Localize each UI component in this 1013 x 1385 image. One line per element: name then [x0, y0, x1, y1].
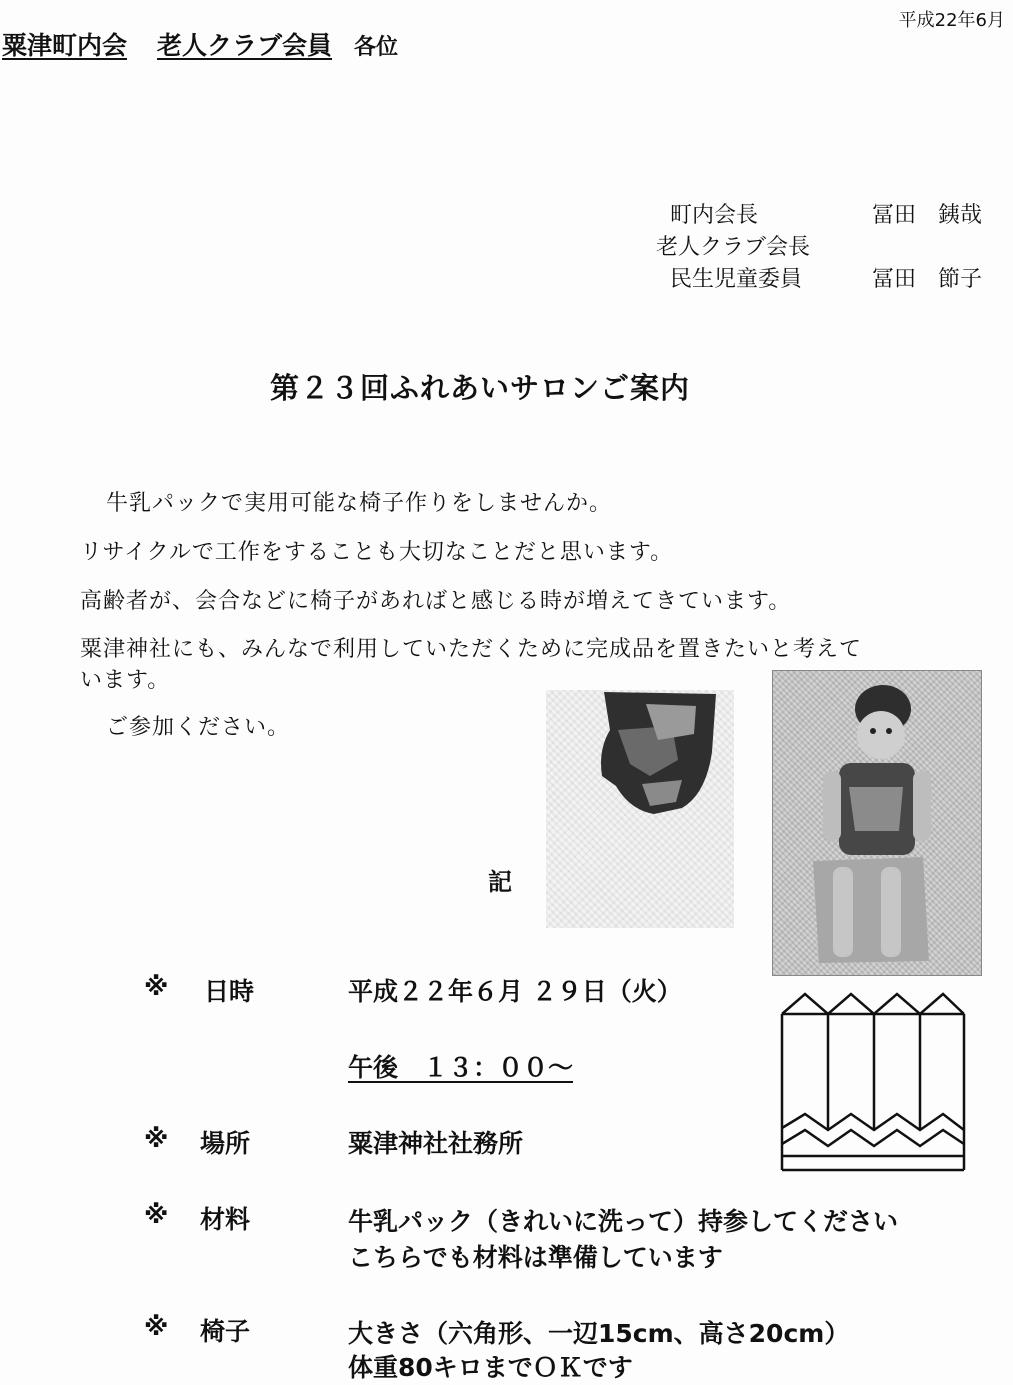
- detail-value-materials-1: 牛乳パック（きれいに洗って）持参してください: [348, 1207, 899, 1236]
- photo-child-on-chair: [772, 670, 982, 976]
- body-line-4: 粟津神社にも、みんなで利用していただくために完成品を置きたいと考えて: [80, 637, 863, 662]
- detail-value-place: 粟津神社社務所: [348, 1129, 524, 1158]
- body-line-3: 高齢者が、会合などに椅子があればと感じる時が増えてきています。: [80, 589, 792, 614]
- recipients: [2, 26, 398, 62]
- detail-mark-datetime: ※: [144, 972, 169, 1001]
- body-line-2: リサイクルで工作をすることも大切なことだと思います。: [80, 540, 674, 565]
- chair-diagram: [776, 990, 968, 1174]
- body-line-1: 牛乳パックで実用可能な椅子作りをしませんか。: [106, 491, 613, 516]
- sender-role-3: 民生児童委員: [670, 267, 803, 292]
- detail-label-materials: 材料: [200, 1205, 251, 1234]
- recipient-seniors-club: 老人クラブ会員: [157, 31, 333, 60]
- detail-value-chair-2: 体重80キロまでＯＫです: [348, 1353, 633, 1382]
- recipient-neighborhood: 粟津町内会: [2, 31, 128, 60]
- detail-value-time: 午後 １３：００～: [348, 1053, 574, 1082]
- detail-value-materials-2: こちらでも材料は準備しています: [348, 1243, 723, 1272]
- document-date: 平成22年6月: [898, 10, 1005, 31]
- detail-label-datetime: 日時: [204, 977, 255, 1006]
- photo-left-graphic: [546, 690, 734, 928]
- recipients-underlined: [2, 31, 332, 60]
- detail-mark-place: ※: [144, 1124, 169, 1153]
- sender-name-3: 冨田 節子: [872, 267, 983, 292]
- photo-milk-carton-chair: [546, 690, 734, 928]
- detail-mark-chair: ※: [144, 1312, 169, 1341]
- detail-label-place: 場所: [200, 1129, 251, 1158]
- body-line-6: ご参加ください。: [106, 715, 291, 740]
- sender-name-1: 冨田 銕哉: [872, 203, 983, 228]
- sender-role-1: 町内会長: [670, 203, 759, 228]
- detail-label-chair: 椅子: [200, 1317, 251, 1346]
- recipients-suffix: 各位: [354, 35, 399, 60]
- detail-value-date: 平成２２年６月 ２９日（火）: [348, 977, 682, 1006]
- photo-right-graphic: [773, 671, 981, 975]
- detail-value-chair-1: 大きさ（六角形、一辺15cm、高さ20cm）: [348, 1319, 850, 1348]
- ki-heading: 記: [488, 868, 512, 896]
- body-line-5: います。: [80, 668, 171, 693]
- document-title: 第２３回ふれあいサロンご案内: [270, 371, 691, 405]
- detail-mark-materials: ※: [144, 1200, 169, 1229]
- sender-role-2: 老人クラブ会長: [656, 235, 811, 260]
